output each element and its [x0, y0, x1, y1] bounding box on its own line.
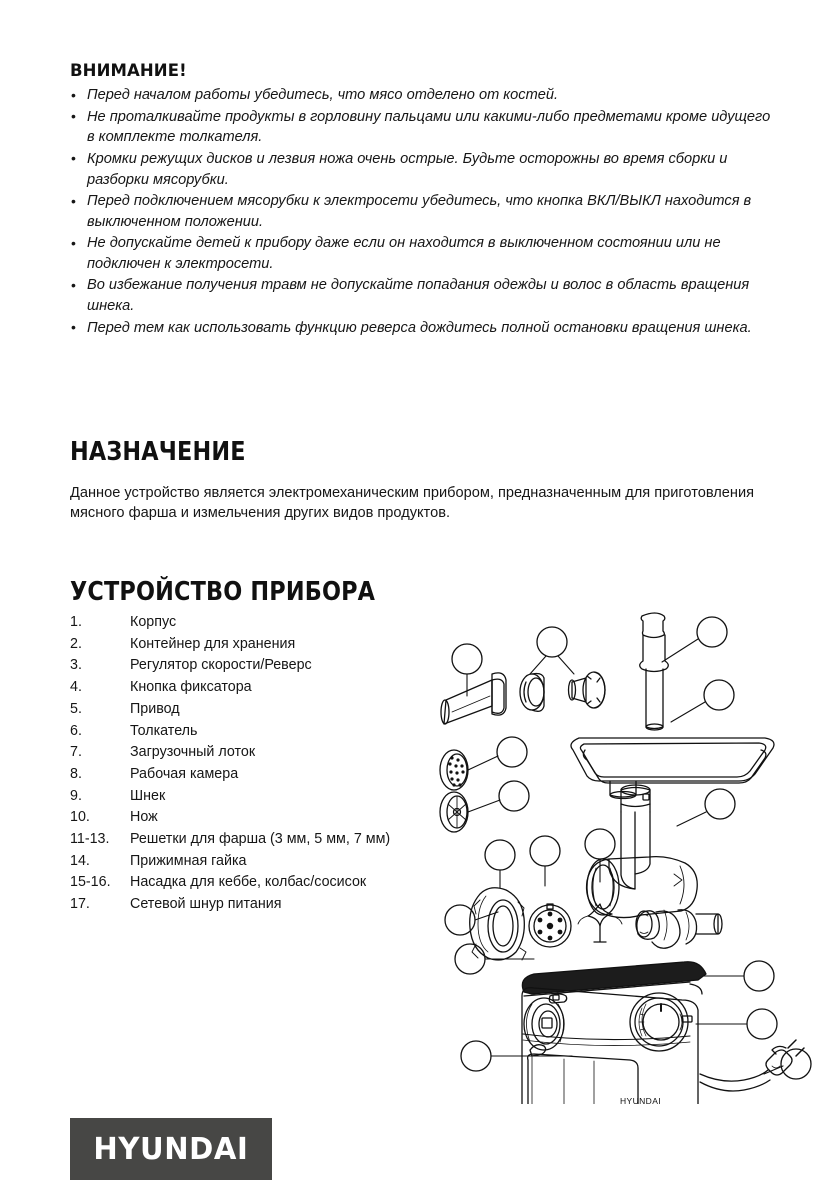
warning-item: • Перед началом работы убедитесь, что мясо отделено от костей. [70, 85, 780, 106]
kebbe-attachment-icon [441, 673, 506, 724]
callout-circle [452, 644, 482, 674]
sausage-attachment-icon [520, 674, 544, 712]
list-item [70, 677, 440, 699]
part-number: 9. [70, 787, 82, 804]
leader-line [671, 702, 705, 722]
auger-screw-icon [636, 910, 722, 949]
part-number: 5. [70, 700, 82, 717]
warning-section [70, 62, 780, 339]
warning-item: • Кромки режущих дисков и лезвия ножа очень острые. Будьте осторожны во время сборки и разборки мясорубки. [70, 149, 780, 190]
part-label: Шнек [130, 787, 166, 804]
part-label: Привод [130, 700, 180, 717]
list-item [70, 851, 440, 873]
callout-circle [497, 737, 527, 767]
part-number: 2. [70, 635, 82, 652]
grinding-disc-icon [440, 792, 468, 832]
callout-circle [537, 627, 567, 657]
part-number: 14. [70, 852, 90, 869]
list-item [70, 612, 440, 634]
part-number: 7. [70, 744, 82, 761]
exploded-view-illustration [424, 604, 824, 1104]
part-label: Кнопка фиксатора [130, 679, 252, 696]
leader-line [468, 800, 500, 812]
main-body-icon [522, 962, 706, 1104]
parts-heading: УСТРОЙСТВО ПРИБОРА [70, 577, 376, 608]
part-number: 15-16. [70, 874, 111, 891]
callout-circle [461, 1041, 491, 1071]
callout-circle [499, 781, 529, 811]
warning-list [70, 85, 780, 338]
device-brand-label: HYUNDAI [620, 1096, 662, 1104]
part-label: Загрузочный лоток [130, 744, 256, 761]
purpose-paragraph: Данное устройство является электромеханическим прибором, предназначенным для приготовления мясного фарша и измельчения других видов продуктов. [70, 484, 755, 522]
part-label: Толкатель [130, 722, 198, 739]
part-number: 11-13. [70, 831, 110, 848]
part-label: Рабочая камера [130, 765, 239, 782]
callout-circle [781, 1049, 811, 1079]
leader-line [468, 756, 498, 770]
part-label: Насадка для кеббе, колбас/сосисок [130, 874, 367, 891]
part-number: 17. [70, 896, 90, 913]
list-item [70, 786, 440, 808]
callout-circle [455, 944, 485, 974]
list-item [70, 894, 440, 916]
part-number: 4. [70, 679, 82, 696]
list-item [70, 721, 440, 743]
list-item [70, 699, 440, 721]
warning-item: • Перед тем как использовать функцию реверса дождитесь полной остановки вращения шнека. [70, 318, 780, 339]
list-item [70, 742, 440, 764]
list-item [70, 829, 440, 851]
leader-line [662, 639, 698, 662]
purpose-heading: НАЗНАЧЕНИЕ [70, 437, 246, 468]
grinding-disc-icon [440, 750, 468, 790]
hyundai-logo-text: HYUNDAI [93, 1131, 249, 1167]
part-label: Решетки для фарша (3 мм, 5 мм, 7 мм) [130, 831, 391, 848]
warning-item: • Во избежание получения травм не допускайте попадания одежды и волос в область вращения шнека. [70, 275, 780, 316]
leader-line [530, 656, 546, 674]
part-number: 8. [70, 765, 82, 782]
part-number: 3. [70, 657, 82, 674]
list-item [70, 872, 440, 894]
pusher-icon [640, 613, 669, 730]
callout-circle [747, 1009, 777, 1039]
callout-circle [485, 840, 515, 870]
working-chamber-icon [587, 785, 698, 918]
callout-circle [697, 617, 727, 647]
callout-circle-group [445, 617, 811, 1079]
warning-title: ВНИМАНИЕ! [70, 61, 187, 80]
list-item [70, 807, 440, 829]
ring-nut-icon [470, 888, 526, 960]
part-number: 6. [70, 722, 82, 739]
callout-circle [704, 680, 734, 710]
power-cord-icon [700, 1040, 804, 1091]
part-label: Корпус [130, 614, 177, 630]
grinding-disc-icon [529, 904, 571, 947]
part-label: Контейнер для хранения [130, 635, 296, 652]
list-item [70, 634, 440, 656]
warning-item: • Перед подключением мясорубки к электросети убедитесь, что кнопка ВКЛ/ВЫКЛ находится в выключенном положении. [70, 191, 780, 232]
sausage-cone-icon [569, 672, 606, 708]
list-item [70, 764, 440, 786]
feeding-tray-icon [571, 738, 774, 799]
part-label: Нож [130, 809, 158, 826]
callout-circle [585, 829, 615, 859]
part-number: 10. [70, 809, 90, 826]
part-label: Регулятор скорости/Реверс [130, 657, 312, 674]
part-number: 1. [70, 614, 82, 630]
callout-circle [530, 836, 560, 866]
parts-list [70, 612, 440, 916]
warning-item: • Не допускайте детей к прибору даже если он находится в выключенном состоянии или не подключен к электросети. [70, 233, 780, 274]
part-label: Сетевой шнур питания [130, 896, 282, 913]
leader-line [677, 812, 706, 826]
callout-circle [744, 961, 774, 991]
leader-line [558, 656, 574, 674]
part-label: Прижимная гайка [130, 852, 247, 869]
hyundai-logo [70, 1118, 272, 1180]
warning-item: • Не проталкивайте продукты в горловину пальцами или какими-либо предметами кроме идущего в комплекте толкателя. [70, 107, 780, 148]
list-item [70, 655, 440, 677]
callout-circle [705, 789, 735, 819]
cross-knife-icon [578, 904, 622, 942]
